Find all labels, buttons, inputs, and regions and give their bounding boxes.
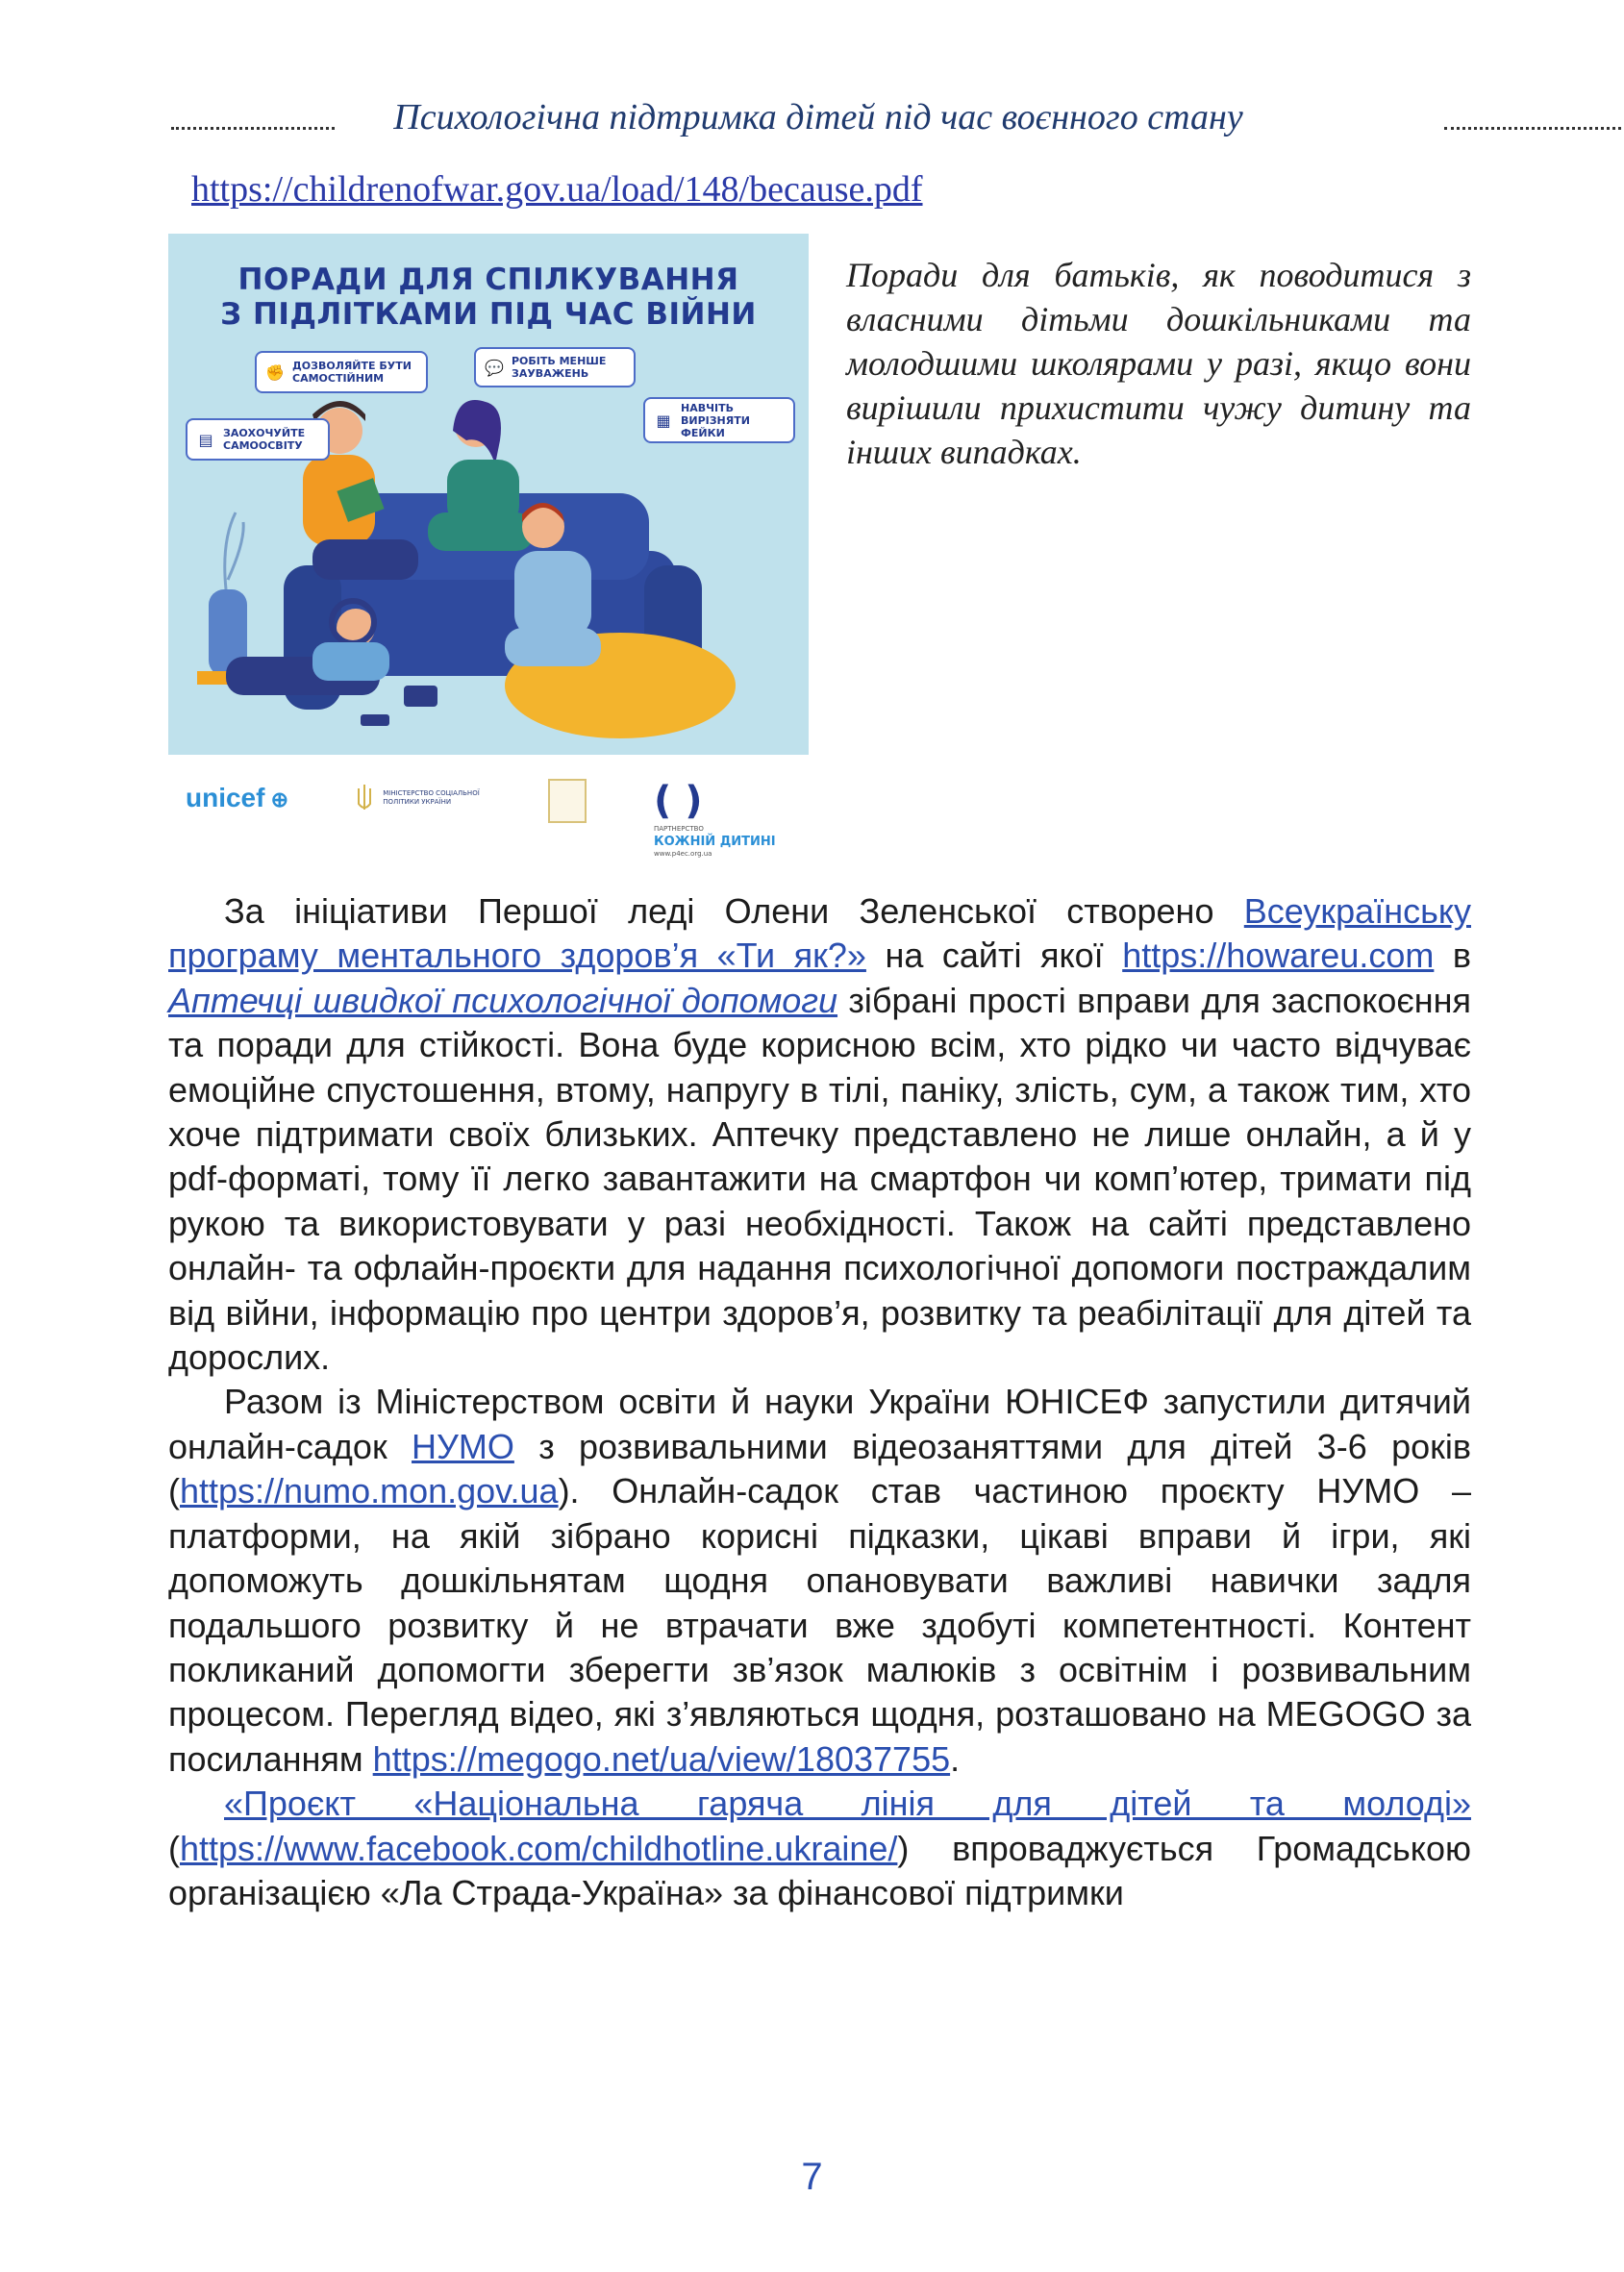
unicef-logo: unicef ⊕ xyxy=(186,783,289,812)
poster-bubble-spot-fakes: ▦ НАВЧІТЬ ВИРІЗНЯТИ ФЕЙКИ xyxy=(643,397,795,443)
page-number: 7 xyxy=(801,2156,823,2198)
hotline-project-link[interactable]: «Проєкт «Національна гаряча лінія для дітей та молоді» xyxy=(224,1784,1471,1824)
header-title: Психологічна підтримка дітей під час воєнного стану xyxy=(165,96,1471,138)
howareu-url-link[interactable]: https://howareu.com xyxy=(1122,936,1435,976)
books-icon: ▤ xyxy=(198,430,213,449)
poster-caption: Поради для батьків, як поводитися з власними дітьми дошкільниками та молодшими школярами у разі, якщо вони вирішили прихистити чужу дитину та інших випадках. xyxy=(846,256,1471,471)
poster-bubble-self-education: ▤ ЗАОХОЧУЙТЕ САМООСВІТУ xyxy=(186,418,330,461)
first-aid-kit-link[interactable]: Аптечці швидкої психологічної допомоги xyxy=(168,980,838,1020)
fist-icon: ✊ xyxy=(265,362,285,382)
paragraph-hotline: «Проєкт «Національна гаряча лінія для дітей та молоді» (https://www.facebook.com/childhotline.ukraine/) впроваджується Громадською організацією «Ла Страда-Україна» за фінансової підтримки xyxy=(168,1784,1471,1912)
trident-icon xyxy=(356,783,373,813)
ministry-logo: МІНІСТЕРСТВО СОЦІАЛЬНОЇ ПОЛІТИКИ УКРАЇНИ xyxy=(356,783,500,813)
partner-logos xyxy=(168,769,809,858)
document-icon: ▦ xyxy=(656,411,671,430)
running-header xyxy=(165,96,1471,144)
speech-bubble-icon: 💬 xyxy=(485,358,504,377)
emblem-logo xyxy=(548,779,587,823)
poster-title: ПОРАДИ ДЛЯ СПІЛКУВАННЯ З ПІДЛІТКАМИ ПІД ЧАС ВІЙНИ xyxy=(220,262,757,332)
numo-url-link[interactable]: https://numo.mon.gov.ua xyxy=(180,1471,559,1511)
every-child-partnership-logo: ( ) ПАРТНЕРСТВО КОЖНІЙ ДИТИНІ www.p4ec.org.ua xyxy=(654,779,776,858)
poster-bubble-fewer-remarks: 💬 РОБІТЬ МЕНШЕ ЗАУВАЖЕНЬ xyxy=(474,347,636,387)
poster-image xyxy=(168,234,809,755)
megogo-link[interactable]: https://megogo.net/ua/view/18037755 xyxy=(372,1738,951,1779)
poster-bubble-independent: ✊ ДОЗВОЛЯЙТЕ БУТИ САМОСТІЙНИМ xyxy=(255,351,428,393)
body-text xyxy=(168,889,1471,1915)
paragraph-numo: Разом із Міністерством освіти й науки України ЮНІСЕФ запустили дитячий онлайн-садок НУМО з розвивальними відеозаняттями для дітей 3-6 років (https://numo.mon.gov.ua). Онлайн-садок став частиною проєкту НУМО – платформи, на якій зібрано корисні підказки, цікаві вправи й ігри, які допоможуть дошкільнятам щодня опановувати важливі навички задля подальшого розвитку й не втрачати вже здобуті компетентності. Контент покликаний допомогти зберегти зв’язок малюків з освітнім і розвивальним процесом. Перегляд відео, які з’являються щодня, розташовано на MEGOGO за посиланням https://megogo.net/ua/view/18037755. xyxy=(168,1382,1471,1779)
numo-link[interactable]: НУМО xyxy=(412,1426,514,1466)
header-leader-dots-right xyxy=(1444,127,1624,130)
howareu-program-link[interactable]: Всеукраїнську програму ментального здоров’я «Ти як?» xyxy=(168,891,1471,976)
because-pdf-link[interactable]: https://childrenofwar.gov.ua/load/148/because.pdf xyxy=(191,169,923,210)
paragraph-howareu: За ініціативи Першої леді Олени Зеленської створено Всеукраїнську програму ментального здоров’я «Ти як?» на сайті якої https://howareu.com в Аптечці швидкої психологічної допомоги зібрані прості вправи для заспокоєння та поради для стійкості. Вона буде корисною всім, хто рідко чи часто відчуває емоційне спустошення, втому, напругу в тілі, паніку, злість, сум, а також тим, хто хоче підтримати своїх близьких. Аптечку представлено не лише онлайн, а й у pdf-форматі, тому її легко завантажити на смартфон чи комп’ютер, тримати під рукою та використовувати у разі необхідності. Також на сайті представлено онлайн- та офлайн-проєкти для надання психологічної допомоги постраждалим від війни, інформацію про центри здоров’я, розвитку та реабілітації для дітей та дорослих. xyxy=(168,891,1471,1378)
facebook-hotline-link[interactable]: https://www.facebook.com/childhotline.ukraine/ xyxy=(180,1828,898,1868)
